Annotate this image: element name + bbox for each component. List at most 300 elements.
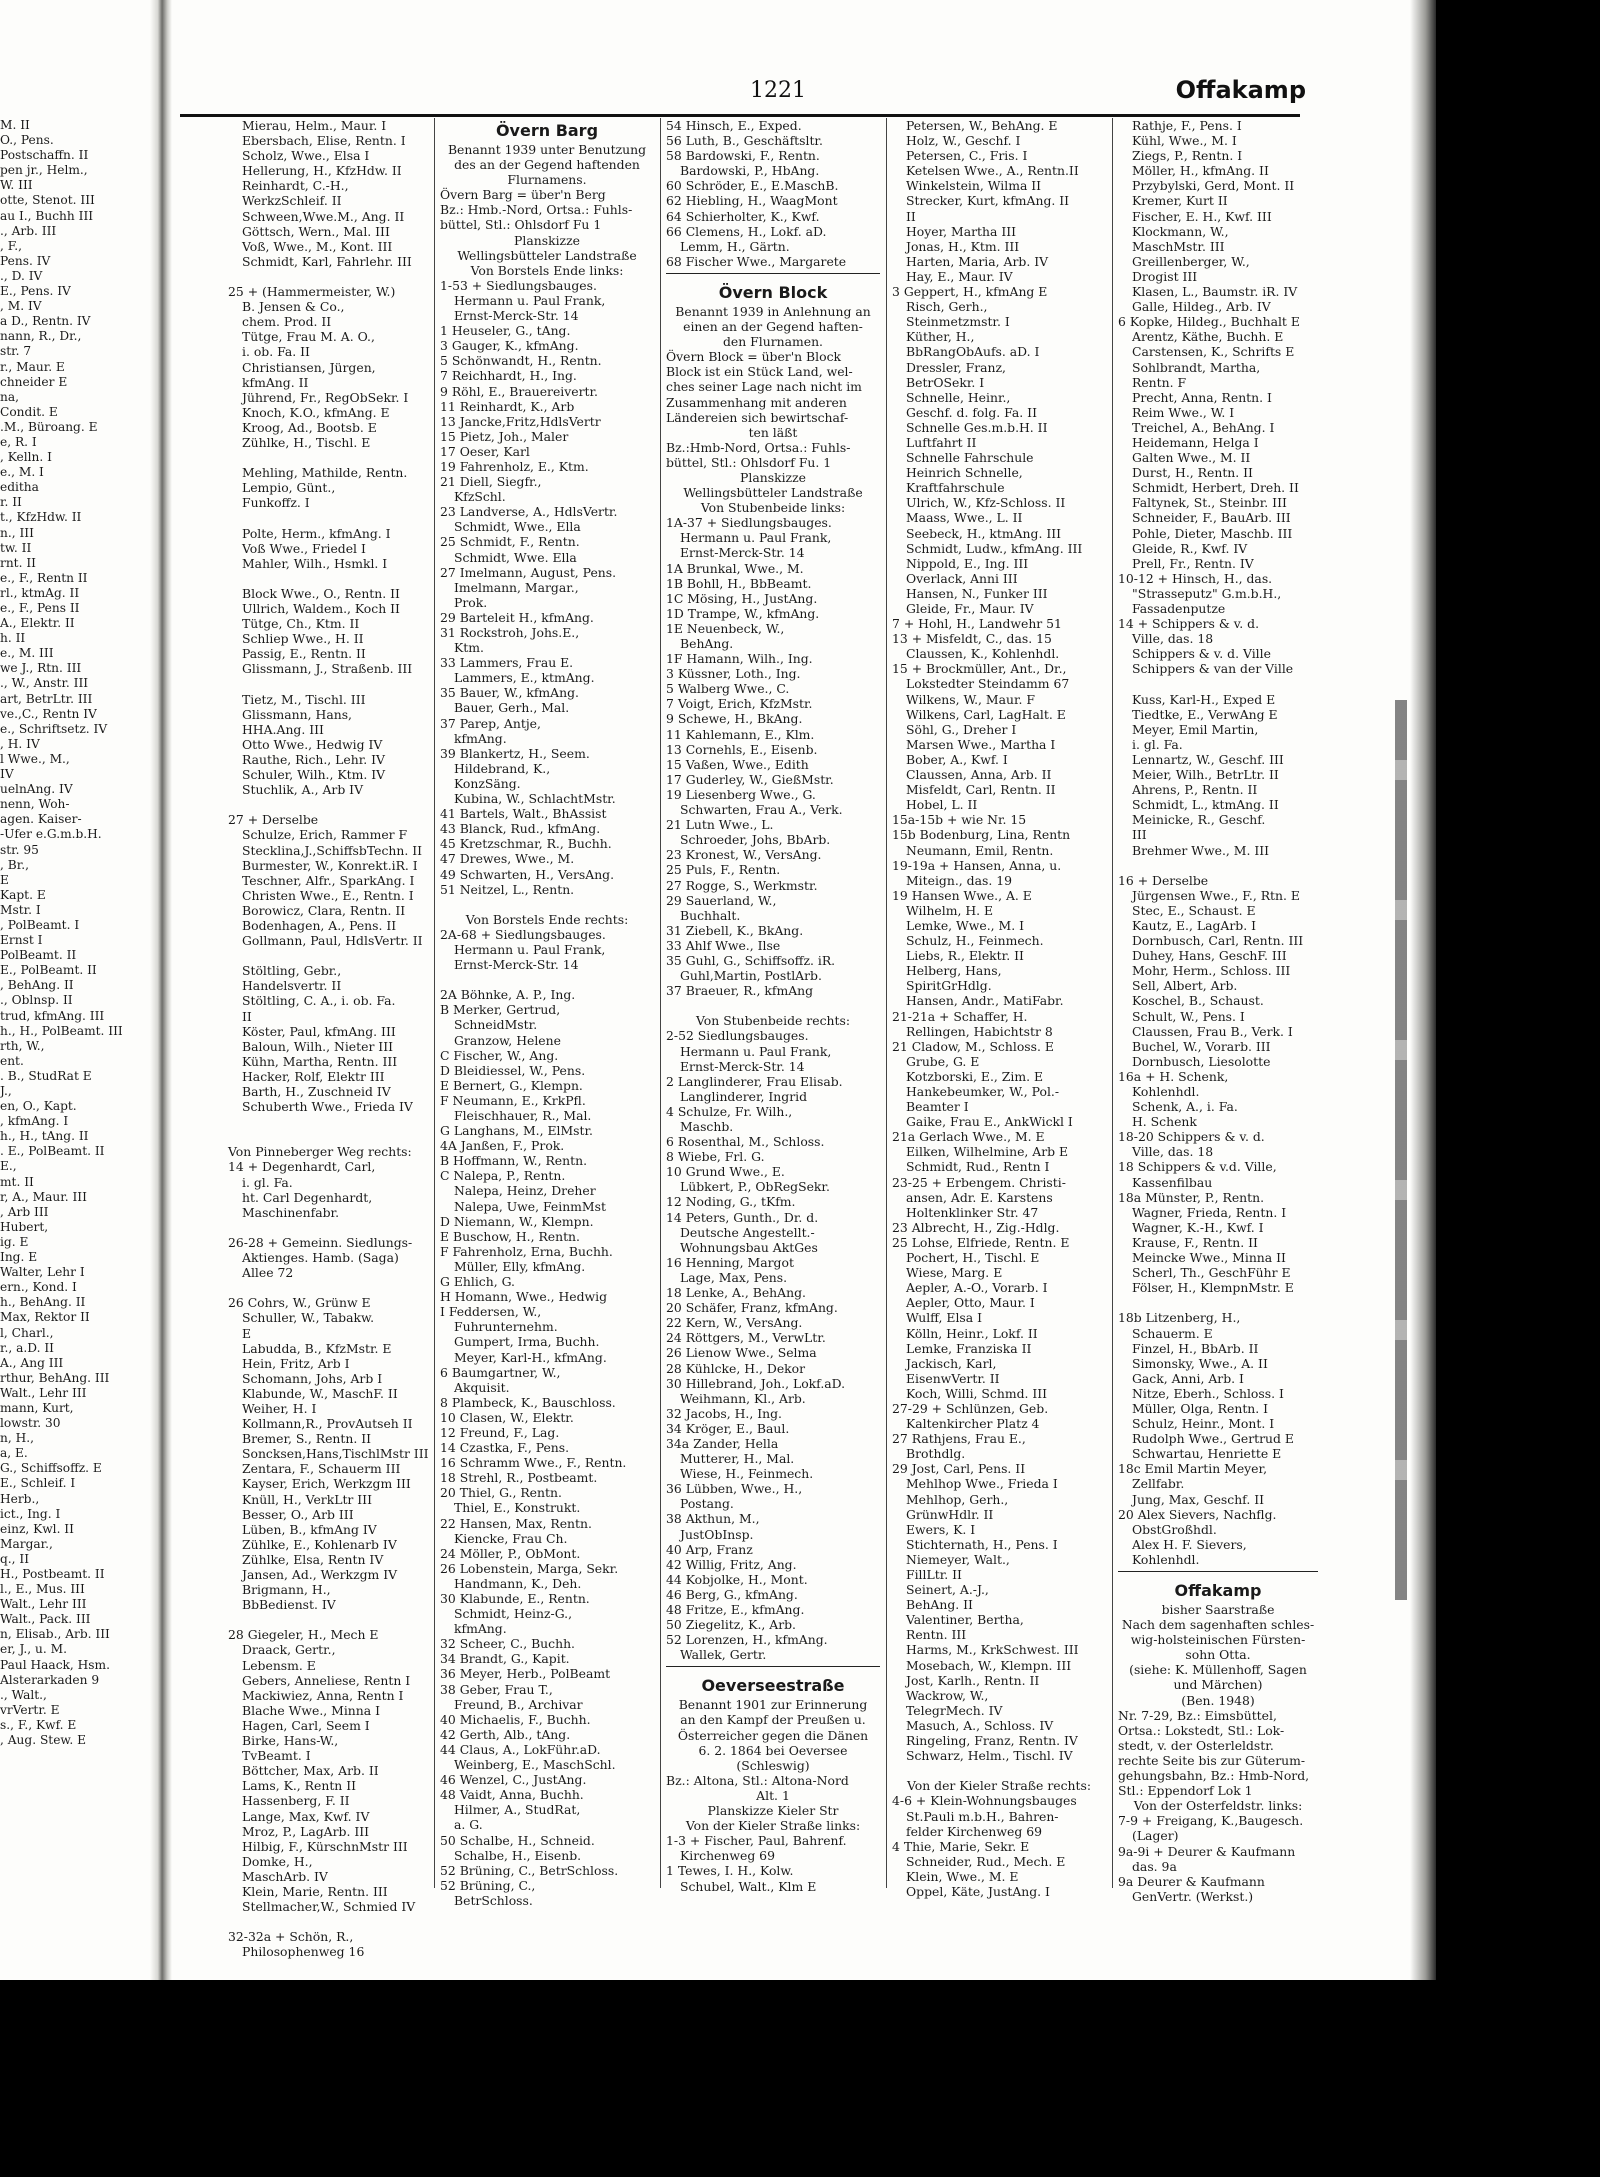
directory-entry: 11 Kahlemann, E., Klm. <box>666 726 815 742</box>
fragment-line: str. 95 <box>0 842 39 857</box>
fragment-line: mann, Kurt, <box>0 1400 74 1415</box>
directory-entry: ht. Carl Degenhardt, <box>242 1189 373 1205</box>
directory-entry: 21-21a + Schaffer, H. <box>892 1008 1028 1024</box>
fragment-line: , Aug. Stew. E <box>0 1733 87 1748</box>
fragment-line: Pens. IV <box>0 253 51 268</box>
directory-entry: Passig, E., Rentn. II <box>242 646 366 662</box>
directory-entry: Rentn. III <box>906 1627 967 1643</box>
directory-entry: Övern Barg = über'n Berg <box>440 187 606 203</box>
fragment-line: Mstr. I <box>0 902 41 917</box>
directory-entry: bisher Saarstraße <box>1161 1602 1275 1617</box>
directory-entry: Von der Kieler Straße rechts: <box>906 1778 1092 1794</box>
fragment-line: ict., Ing. I <box>0 1506 61 1521</box>
directory-entry: B. Jensen & Co., <box>242 299 345 315</box>
directory-entry: 10-12 + Hinsch, H., das. <box>1118 570 1273 586</box>
directory-entry: 24 Röttgers, M., VerwLtr. <box>666 1330 826 1346</box>
fragment-line: einz, Kwl. II <box>0 1521 74 1536</box>
directory-entry: Hacker, Rolf, Elektr III <box>242 1068 385 1084</box>
fragment-line: l Wwe., M., <box>0 751 70 766</box>
directory-entry: Holz, W., Geschf. I <box>906 133 1021 149</box>
directory-entry: Meier, Wilh., BetrLtr. II <box>1132 767 1279 783</box>
directory-entry: 52 Brüning, C., BetrSchloss. <box>440 1862 619 1878</box>
directory-entry: Neumann, Emil, Rentn. <box>906 842 1054 858</box>
directory-entry: BehAng. II <box>906 1597 973 1613</box>
street-heading: Offakamp <box>1174 1581 1262 1600</box>
directory-entry: Dornbusch, Carl, Rentn. III <box>1132 933 1304 949</box>
directory-entry: 26-28 + Gemeinn. Siedlungs- <box>228 1234 413 1250</box>
directory-entry: Meinicke, R., Geschf. <box>1132 812 1266 828</box>
fragment-line: Ing. E <box>0 1250 38 1265</box>
directory-entry: Kuss, Karl-H., Exped E <box>1132 691 1276 707</box>
fragment-line: , BehAng. II <box>0 978 74 993</box>
directory-entry: 1F Hamann, Wilh., Ing. <box>666 651 813 667</box>
directory-entry: Möller, H., kfmAng. II <box>1132 163 1269 179</box>
fragment-line: e., M. III <box>0 646 54 661</box>
directory-entry <box>666 998 880 1013</box>
directory-entry: Fölser, H., KlempnMstr. E <box>1132 1280 1294 1296</box>
directory-entry: HHA.Ang. III <box>242 721 324 737</box>
directory-entry: Weiher, H. I <box>242 1400 317 1416</box>
directory-entry: 1D Trampe, W., kfmAng. <box>666 605 820 621</box>
directory-entry: Schalbe, H., Eisenb. <box>454 1847 582 1863</box>
fragment-line: Herb., <box>0 1491 40 1506</box>
directory-entry: Gaike, Frau E., AnkWickl I <box>906 1114 1073 1130</box>
directory-entry: Kautz, E., LagArb. I <box>1132 917 1256 933</box>
directory-entry: 9a Deurer & Kaufmann <box>1118 1873 1265 1889</box>
directory-entry: Ketelsen Wwe., A., Rentn.II <box>906 163 1079 179</box>
fragment-line: G., Schiffsoffz. E <box>0 1461 102 1476</box>
fragment-line: vrVertr. E <box>0 1702 60 1717</box>
directory-entry: Mohr, Herm., Schloss. III <box>1132 963 1291 979</box>
directory-entry: E <box>242 1325 252 1341</box>
directory-entry: BehAng. <box>680 636 734 651</box>
directory-entry: 29 Barteleit H., kfmAng. <box>440 609 594 625</box>
directory-entry: 10 Grund Wwe., E. <box>666 1164 785 1180</box>
directory-entry: Kiencke, Frau Ch. <box>454 1530 568 1546</box>
directory-entry: Müller, Elly, kfmAng. <box>454 1258 586 1274</box>
directory-entry: Stöltling, Gebr., <box>242 963 342 979</box>
directory-entry: Hilmer, A., StudRat, <box>454 1802 581 1818</box>
directory-entry: wig-holsteinischen Fürsten- <box>1130 1632 1306 1648</box>
fragment-line: e., M. I <box>0 465 44 480</box>
directory-entry <box>228 948 428 963</box>
fragment-line: nann, R., Dr., <box>0 329 82 344</box>
directory-entry: Nr. 7-29, Bz.: Eimsbüttel, <box>1118 1707 1277 1723</box>
fragment-line: Max, Rektor II <box>0 1310 90 1325</box>
directory-entry: Schwartau, Henriette E <box>1132 1446 1282 1462</box>
directory-entry: D Niemann, W., Klempn. <box>440 1213 594 1229</box>
directory-entry: Domke, H., <box>242 1853 313 1869</box>
directory-entry: Petersen, C., Fris. I <box>906 148 1028 164</box>
fragment-line: e., Schriftsetz. IV <box>0 721 108 736</box>
directory-entry: sohn Otta. <box>1185 1647 1251 1663</box>
directory-entry: Benannt 1901 zur Erinnerung <box>678 1697 868 1713</box>
fragment-line: h., H., tAng. II <box>0 1129 89 1144</box>
directory-entry: 38 Akthun, M., <box>666 1511 760 1527</box>
directory-entry: 1 Heuseler, G., tAng. <box>440 323 571 339</box>
directory-entry: Wilhelm, H. E <box>906 902 994 918</box>
directory-entry: 68 Fischer Wwe., Margarete <box>666 253 847 269</box>
directory-entry: 40 Michaelis, F., Buchh. <box>440 1711 591 1727</box>
directory-entry: 1C Mösing, H., JustAng. <box>666 590 818 606</box>
directory-entry <box>228 1220 428 1235</box>
directory-entry: Buchhalt. <box>680 907 741 923</box>
directory-entry: kfmAng. <box>454 1621 507 1637</box>
directory-entry: 8 Wiebe, Frl. G. <box>666 1149 765 1165</box>
directory-entry: 21a Gerlach Wwe., M. E <box>892 1129 1045 1145</box>
directory-entry: Mierau, Helm., Maur. I <box>242 118 387 133</box>
directory-entry: Harms, M., KrkSchwest. III <box>906 1642 1079 1658</box>
directory-entry: Benannt 1939 in Anlehnung an <box>675 303 871 319</box>
fragment-line: r., Maur. E <box>0 359 65 374</box>
directory-entry: Galle, Hildeg., Arb. IV <box>1132 299 1271 315</box>
directory-entry: Klasen, L., Baumstr. iR. IV <box>1132 284 1298 300</box>
directory-entry: 18-20 Schippers & v. d. <box>1118 1129 1265 1145</box>
directory-entry: 6 Baumgartner, W., <box>440 1364 561 1380</box>
directory-entry: 36 Meyer, Herb., PolBeamt <box>440 1666 611 1682</box>
directory-entry: Akquisit. <box>454 1379 510 1395</box>
directory-entry: MaschMstr. III <box>1132 238 1225 254</box>
directory-entry: Schuberth Wwe., Frieda IV <box>242 1099 413 1115</box>
directory-entry: Von Stubenbeide links: <box>700 500 846 516</box>
fragment-line: ern., Kond. I <box>0 1280 77 1295</box>
directory-entry: 26 Lobenstein, Marga, Sekr. <box>440 1560 619 1576</box>
directory-entry: 28 Giegeler, H., Mech E <box>228 1627 379 1643</box>
directory-entry: Ktm. <box>454 640 484 656</box>
directory-entry: Göttsch, Wern., Mal. III <box>242 223 390 239</box>
directory-entry: Schuler, Wilh., Ktm. IV <box>242 767 386 783</box>
directory-entry: 1E Neuenbeck, W., <box>666 620 785 636</box>
directory-entry: 26 Lienow Wwe., Selma <box>666 1345 817 1361</box>
directory-entry: 23-25 + Erbengem. Christi- <box>892 1174 1066 1190</box>
directory-entry: Tietz, M., Tischl. III <box>242 691 366 707</box>
directory-entry: a. G. <box>454 1817 483 1833</box>
directory-entry <box>440 897 654 912</box>
directory-entry: Kohlenhdl. <box>1132 1084 1200 1099</box>
directory-entry: 37 Parep, Antje, <box>440 715 541 731</box>
directory-entry: Schippers & van der Ville <box>1132 661 1294 677</box>
directory-entry: ten läßt <box>748 424 798 440</box>
column-3 <box>666 118 880 1894</box>
directory-entry: 12 Noding, G., tKfm. <box>666 1194 796 1210</box>
directory-entry: II <box>906 208 916 224</box>
fragment-line: Walt., Lehr III <box>0 1385 87 1400</box>
directory-entry: Hilbig, F., KürschnMstr III <box>242 1838 408 1854</box>
directory-entry: 1-3 + Fischer, Paul, Bahrenf. <box>666 1833 847 1849</box>
directory-entry: Hermann u. Paul Frank, <box>454 292 606 308</box>
directory-entry: B Merker, Gertrud, <box>440 1002 561 1018</box>
fragment-line: rnt. II <box>0 555 36 570</box>
directory-entry: 7-9 + Freigang, K.,Baugesch. <box>1118 1813 1304 1829</box>
fragment-line: uelnAng. IV <box>0 782 73 797</box>
directory-entry: 21 Lutn Wwe., L. <box>666 817 774 833</box>
fragment-line: E., Schleif. I <box>0 1476 76 1491</box>
directory-entry: Labudda, B., KfzMstr. E <box>242 1340 392 1356</box>
directory-entry: Hay, E., Maur. IV <box>906 268 1013 284</box>
directory-entry: Stecklina,J.,SchiffsbTechn. II <box>242 842 423 858</box>
directory-entry: 27 Rogge, S., Werkmstr. <box>666 877 818 893</box>
directory-entry: Schween,Wwe.M., Ang. II <box>242 208 405 224</box>
directory-entry: stedt, v. der Osterleldstr. <box>1118 1737 1274 1753</box>
directory-entry: 23 Albrecht, H., Zig.-Hdlg. <box>892 1219 1060 1235</box>
directory-entry: 50 Schalbe, H., Schneid. <box>440 1832 595 1848</box>
directory-entry: Meyer, Karl-H., kfmAng. <box>454 1349 607 1365</box>
fragment-line: we J., Rtn. III <box>0 661 82 676</box>
directory-entry: Planskizze Kieler Str <box>707 1803 839 1819</box>
fragment-line: E., PolBeamt. II <box>0 963 97 978</box>
directory-entry: 47 Drewes, Wwe., M. <box>440 851 575 867</box>
fragment-line: trud, kfmAng. III <box>0 1008 105 1023</box>
directory-entry: Funkoffz. I <box>242 495 310 511</box>
directory-entry: Jost, Karlh., Rentn. II <box>906 1672 1040 1688</box>
directory-entry: Schroeder, Johs, BbArb. <box>680 832 831 848</box>
directory-entry: B Hoffmann, W., Rentn. <box>440 1153 588 1169</box>
directory-entry: Schmidt, Rud., Rentn I <box>906 1159 1050 1175</box>
fragment-line: ve.,C., Rentn IV <box>0 706 97 721</box>
directory-entry: kfmAng. <box>454 730 507 746</box>
fragment-line: Hubert, <box>0 1219 49 1234</box>
directory-entry: 25 Lohse, Elfriede, Rentn. E <box>892 1234 1070 1250</box>
directory-entry: Masuch, A., Schloss. IV <box>906 1717 1054 1733</box>
directory-entry: 31 Ziebell, K., BkAng. <box>666 922 804 938</box>
fragment-line: ., Arb. III <box>0 223 57 238</box>
directory-entry: Ahrens, P., Rentn. II <box>1132 782 1258 798</box>
directory-entry: Scholz, Wwe., Elsa I <box>242 148 370 164</box>
directory-entry: Helberg, Hans, <box>906 963 1002 979</box>
directory-entry: 18 Strehl, R., Postbeamt. <box>440 1470 598 1486</box>
directory-entry: 25 Puls, F., Rentn. <box>666 862 781 878</box>
directory-entry: Bz.: Altona, Stl.: Altona-Nord <box>666 1772 849 1788</box>
directory-entry: 17 Oeser, Karl <box>440 443 530 459</box>
directory-entry: Lennartz, W., Geschf. III <box>1132 751 1284 767</box>
directory-entry: büttel, Stl.: Ohlsdorf Fu. 1 <box>666 454 832 470</box>
directory-entry: 1A-37 + Siedlungsbauges. <box>666 515 832 531</box>
directory-entry: III <box>1132 827 1147 843</box>
directory-entry: Tütge, Ch., Ktm. II <box>242 616 360 632</box>
directory-entry: Jonas, H., Ktm. III <box>906 238 1020 254</box>
directory-entry: MaschArb. IV <box>242 1868 328 1884</box>
directory-entry: Christen Wwe., E., Rentn. I <box>242 887 414 903</box>
directory-entry: 9 Röhl, E., Brauereivertr. <box>440 383 598 399</box>
directory-entry: büttel, Stl.: Ohlsdorf Fu 1 <box>440 217 602 233</box>
fragment-line: e., F., Rentn II <box>0 570 88 585</box>
directory-entry: 7 Reichhardt, H., Ing. <box>440 368 577 384</box>
directory-entry: Otto Wwe., Hedwig IV <box>242 736 383 752</box>
directory-entry: Stichternath, H., Pens. I <box>906 1536 1058 1552</box>
directory-entry: Brothdlg. <box>906 1446 966 1462</box>
directory-entry: Ville, das. 18 <box>1132 631 1214 647</box>
fragment-line: ent. <box>0 1053 24 1068</box>
directory-entry: Draack, Gertr., <box>242 1642 336 1658</box>
directory-entry: Petersen, W., BehAng. E <box>906 118 1058 133</box>
column-4 <box>892 118 1106 1899</box>
directory-entry: 54 Hinsch, E., Exped. <box>666 118 802 133</box>
directory-entry: Benannt 1939 unter Benutzung <box>447 142 647 157</box>
directory-entry: Schnelle Ges.m.b.H. II <box>906 419 1048 435</box>
directory-entry: Wulff, Elsa I <box>906 1310 983 1326</box>
directory-entry: KfzSchl. <box>454 489 506 505</box>
directory-entry: 4 Thie, Marie, Sekr. E <box>892 1838 1030 1854</box>
directory-entry: Ringeling, Franz, Rentn. IV <box>906 1733 1078 1749</box>
directory-entry: Nalepa, Uwe, FeinmMst <box>454 1198 606 1214</box>
directory-entry: Planskizze <box>740 469 806 485</box>
directory-entry: Schulz, Heinr., Mont. I <box>1132 1416 1275 1432</box>
directory-entry: Zusammenhang mit anderen <box>666 394 847 410</box>
directory-entry: Eilken, Wilhelmine, Arb E <box>906 1144 1069 1160</box>
directory-entry: 56 Luth, B., Geschäftsltr. <box>666 133 823 149</box>
directory-entry: Schneider, F., BauArb. III <box>1132 510 1291 526</box>
directory-entry: 7 + Hohl, H., Landwehr 51 <box>892 616 1062 632</box>
directory-entry: Lemke, Franziska II <box>906 1340 1032 1356</box>
directory-entry: Hoyer, Martha III <box>906 223 1017 239</box>
fragment-line: -Ufer e.G.m.b.H. <box>0 827 102 842</box>
directory-entry: Precht, Anna, Rentn. I <box>1132 389 1272 405</box>
directory-entry: BetrOSekr. I <box>906 374 985 390</box>
fragment-line: , H. IV <box>0 736 40 751</box>
directory-entry: Mahler, Wilh., Hsmkl. I <box>242 555 388 571</box>
directory-entry: Jung, Max, Geschf. II <box>1132 1491 1264 1507</box>
directory-entry: Schauerm. E <box>1132 1325 1213 1341</box>
fragment-line: l, Charl., <box>0 1325 54 1340</box>
fragment-line: er, J., u. M. <box>0 1642 67 1657</box>
directory-entry: Schulz, H., Feinmech. <box>906 933 1044 949</box>
fragment-line: O., Pens. <box>0 133 54 148</box>
fragment-line: chneider E <box>0 374 68 389</box>
directory-entry: Kühn, Martha, Rentn. III <box>242 1053 398 1069</box>
directory-entry: 3 Geppert, H., kfmAng E <box>892 284 1048 300</box>
directory-entry: 39 Blankertz, H., Seem. <box>440 745 590 761</box>
directory-entry: Jührend, Fr., RegObSekr. I <box>242 389 409 405</box>
directory-entry: 1A Brunkal, Wwe., M. <box>666 560 804 576</box>
directory-entry: Wallek, Gertr. <box>680 1647 767 1663</box>
fragment-line: Margar., <box>0 1536 53 1551</box>
directory-entry: Gumpert, Irma, Buchh. <box>454 1334 600 1350</box>
directory-entry: Schmidt, L., ktmAng. II <box>1132 797 1279 813</box>
directory-entry: Schomann, Johs, Arb I <box>242 1370 383 1386</box>
directory-entry: D Bleidiessel, W., Pens. <box>440 1062 586 1078</box>
directory-entry: Fischer, E. H., Kwf. III <box>1132 208 1272 224</box>
directory-entry: Hagen, Carl, Seem I <box>242 1717 370 1733</box>
column-2 <box>440 118 654 1908</box>
directory-entry: Kaltenkircher Platz 4 <box>906 1416 1040 1432</box>
directory-entry: 21 Cladow, M., Schloss. E <box>892 1038 1054 1054</box>
directory-entry: Buchel, W., Vorarb. III <box>1132 1038 1271 1054</box>
directory-entry: Mutterer, H., Mal. <box>680 1451 795 1467</box>
column-1 <box>228 118 429 1960</box>
directory-entry: 66 Clemens, H., Lokf. aD. <box>666 223 827 239</box>
directory-entry: Lempio, Günt., <box>242 480 336 496</box>
fragment-line: pen jr., Helm., <box>0 163 88 178</box>
directory-entry: Bodenhagen, A., Pens. II <box>242 917 397 933</box>
directory-entry: 48 Vaidt, Anna, Buchh. <box>440 1787 584 1803</box>
directory-entry: 13 Jancke,Fritz,HdlsVertr <box>440 413 601 429</box>
directory-entry: Ville, das. 18 <box>1132 1144 1214 1160</box>
directory-entry: 34a Zander, Hella <box>666 1435 779 1451</box>
fragment-line: Ernst I <box>0 933 43 948</box>
directory-entry <box>228 450 428 465</box>
directory-entry: 24 Möller, P., ObMont. <box>440 1545 581 1561</box>
directory-entry: Alt. 1 <box>756 1787 790 1803</box>
directory-entry: Aepler, Otto, Maur. I <box>906 1295 1035 1311</box>
directory-entry: BetrSchloss. <box>454 1892 533 1908</box>
fragment-line: ., Walt., <box>0 1687 47 1702</box>
directory-entry: 15a-15b + wie Nr. 15 <box>892 812 1027 828</box>
directory-entry: Ländereien sich bewirtschaf- <box>666 409 849 425</box>
directory-entry: Bz.:Hmb-Nord, Ortsa.: Fuhls- <box>666 439 851 455</box>
fragment-line: A., Elektr. II <box>0 616 75 631</box>
fragment-line: otte, Stenot. III <box>0 193 95 208</box>
directory-entry: Ullrich, Waldem., Koch II <box>242 601 400 616</box>
directory-entry: Schubel, Walt., Klm E <box>680 1878 817 1894</box>
directory-entry: 46 Berg, G., kfmAng. <box>666 1586 798 1602</box>
directory-entry: 11 Reinhardt, K., Arb <box>440 398 575 414</box>
directory-entry: 38 Geber, Frau T., <box>440 1681 553 1697</box>
directory-entry: E Buschow, H., Rentn. <box>440 1228 580 1244</box>
directory-entry: Kroog, Ad., Bootsb. E <box>242 419 377 435</box>
directory-entry: Drogist III <box>1132 268 1198 284</box>
directory-entry: 3 Gauger, K., kfmAng. <box>440 338 579 354</box>
directory-entry: Koch, Willi, Schmd. III <box>906 1385 1048 1401</box>
directory-entry: Kubina, W., SchlachtMstr. <box>454 791 616 807</box>
directory-entry: Kölln, Heinr., Lokf. II <box>906 1325 1038 1341</box>
directory-entry: Besser, O., Arb III <box>242 1506 354 1522</box>
directory-entry: Faltynek, St., Steinbr. III <box>1132 495 1287 511</box>
directory-entry: 27-29 + Schlünzen, Geb. <box>892 1400 1049 1416</box>
directory-entry: Birke, Hans-W., <box>242 1733 339 1749</box>
directory-entry: Wilkens, Carl, LagHalt. E <box>906 706 1066 722</box>
fragment-line: , F., <box>0 238 23 253</box>
page-edge-strip <box>1395 700 1407 1600</box>
directory-entry: Koschel, B., Schaust. <box>1132 993 1264 1009</box>
directory-entry: C Nalepa, P., Rentn. <box>440 1168 566 1184</box>
directory-entry <box>228 1612 428 1627</box>
fragment-line: h. II <box>0 631 26 646</box>
directory-entry: 35 Guhl, G., Schiffsoffz. iR. <box>666 952 836 968</box>
directory-entry: Jürgensen Wwe., F., Rtn. E <box>1132 887 1300 903</box>
directory-entry: Schwarten, Frau A., Verk. <box>680 802 843 818</box>
directory-entry: Knüll, H., VerkLtr III <box>242 1491 372 1507</box>
fragment-line: rl., ktmAg. II <box>0 585 80 600</box>
directory-entry <box>228 797 428 812</box>
directory-entry: Postang. <box>680 1496 734 1512</box>
directory-entry: Prell, Fr., Rentn. IV <box>1132 555 1254 571</box>
directory-entry: Glissmann, J., Straßenb. III <box>242 661 413 677</box>
directory-entry <box>892 1763 1106 1778</box>
fragment-line: au I., Buchh III <box>0 208 94 223</box>
street-heading: Oeverseestraße <box>701 1676 845 1696</box>
directory-entry: Voß, Wwe., M., Kont. III <box>242 238 393 254</box>
directory-entry: H. Schenk <box>1132 1114 1197 1130</box>
directory-entry: Zühlke, E., Kohlenarb IV <box>242 1536 397 1552</box>
directory-entry: Valentiner, Bertha, <box>906 1612 1024 1628</box>
directory-entry: 15 + Brockmüller, Ant., Dr., <box>892 661 1067 677</box>
directory-entry: Schmidt, Wwe. Ella <box>454 549 577 565</box>
directory-entry: Von Borstels Ende links: <box>470 262 624 278</box>
directory-entry: 1-53 + Siedlungsbauges. <box>440 277 597 293</box>
directory-entry: Von der Kieler Straße links: <box>685 1818 861 1834</box>
directory-entry: 17 Guderley, W., GießMstr. <box>666 771 834 787</box>
directory-entry: 36 Lübben, Wwe., H., <box>666 1481 803 1497</box>
directory-entry: Gleide, R., Kwf. IV <box>1132 540 1248 556</box>
directory-entry: 30 Hillebrand, Joh., Lokf.aD. <box>666 1375 846 1391</box>
directory-entry: Thiel, E., Konstrukt. <box>454 1500 581 1516</box>
fragment-line: . B., StudRat E <box>0 1068 92 1083</box>
directory-entry: TelegrMech. IV <box>906 1702 1003 1718</box>
directory-entry <box>1118 1295 1318 1310</box>
directory-entry: Holtenklinker Str. 47 <box>906 1204 1039 1220</box>
directory-entry: ObstGroßhdl. <box>1132 1521 1217 1537</box>
directory-entry: Bober, A., Kwf. I <box>906 751 1008 767</box>
